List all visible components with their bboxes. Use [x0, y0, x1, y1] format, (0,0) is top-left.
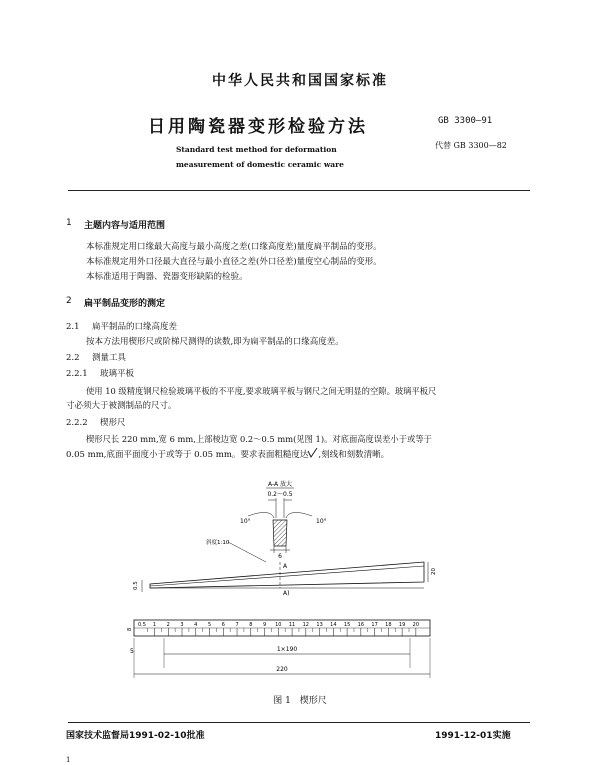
document-title: 日用陶瓷器变形检验方法: [148, 117, 368, 137]
section-2-2-title: 测量工具: [92, 353, 127, 363]
section-1-number: 1: [66, 218, 72, 228]
para-2-1: 按本方法用楔形尺或阶梯尺测得的读数,即为扁平制品的口缘高度差。: [86, 337, 344, 347]
section-2-title: 扁平制品变形的测定: [84, 299, 166, 309]
hatched-section: [273, 520, 287, 546]
scale-number: 6: [221, 622, 225, 628]
footer-divider: [68, 722, 530, 723]
dimension-220-label: 220: [276, 666, 288, 673]
standard-code: GB 3300—91: [438, 116, 493, 126]
dimension-side-label: 8: [127, 627, 133, 631]
national-standard-heading: 中华人民共和国国家标准: [212, 73, 388, 89]
scale-number: 5: [207, 622, 212, 628]
angle-left-label: 10°: [240, 518, 251, 525]
section-2-2-1-title: 玻璃平板: [100, 369, 135, 379]
scale-number: 4: [194, 622, 198, 628]
page-number: 1: [66, 756, 71, 764]
slope-label: 斜度1:10: [206, 540, 230, 546]
height-right-label: 20: [431, 568, 437, 575]
section-marker-top: A: [283, 563, 288, 570]
section-2-1-title: 扁平制品的口缘高度差: [92, 322, 178, 332]
para-2-2-2-b-text: 0.05 mm,底面平面度小于或等于 0.05 mm。要求表面粗糙度达: [66, 450, 309, 460]
scale-start-label: 0.5: [138, 622, 146, 628]
replaces-note: 代替 GB 3300—82: [435, 141, 507, 150]
implementation-note: 1991-12-01实施: [435, 731, 511, 741]
figure-caption: 图 1 楔形尺: [273, 696, 327, 706]
section-2-2-number: 2.2: [66, 353, 80, 363]
scale-number: 16: [357, 622, 365, 628]
scale-number: 19: [398, 622, 406, 628]
english-subtitle-2: measurement of domestic ceramic ware: [176, 160, 344, 169]
height-left-label: 0.5: [133, 581, 139, 590]
section-marker-bottom: A): [283, 590, 290, 597]
scale-number: 12: [302, 622, 310, 628]
section-label: A-A 放大: [267, 481, 293, 488]
roughness-symbol: [308, 448, 318, 457]
wedge-ruler-figure: [120, 478, 440, 688]
section-2-2-2-title: 楔形尺: [100, 418, 126, 428]
section-2-1-number: 2.1: [66, 322, 80, 332]
scale-number: 9: [262, 622, 267, 628]
section-2-2-2-number: 2.2.2: [66, 418, 88, 428]
dimension-190-label: 1×190: [276, 646, 298, 653]
width-label: 6: [278, 553, 282, 560]
dimension-left-label: 5: [130, 648, 134, 655]
scale-number: 18: [385, 622, 392, 628]
scale-number: 7: [235, 622, 239, 628]
scale-number: 10: [275, 622, 282, 628]
scale-number: 17: [371, 622, 378, 628]
scale-number: 1: [152, 622, 157, 628]
scale-ticks: [148, 628, 416, 636]
scale-number: 2: [166, 622, 170, 628]
scale-number: 15: [343, 622, 351, 628]
para-2-2-1-b: 寸必须大于被测制品的尺寸。: [66, 401, 177, 411]
section-2-2-1-number: 2.2.1: [66, 369, 88, 379]
para-2-2-2-b: [66, 448, 389, 462]
para-1-2: 本标准规定用外口径最大直径与最小直径之差(外口径差)量度空心制品的变形。: [86, 257, 382, 267]
approval-note: 国家技术监督局1991-02-10批准: [66, 731, 205, 741]
edge-width-label: 0.2～0.5: [267, 491, 293, 498]
para-1-3: 本标准适用于陶器、瓷器变形缺陷的检验。: [86, 272, 248, 282]
scale-number: 8: [249, 622, 253, 628]
section-1-title: 主题内容与适用范围: [84, 221, 166, 231]
para-2-2-2-a: 楔形尺长 220 mm,宽 6 mm,上部棱边宽 0.2～0.5 mm(见图 1)。对底面高度误差小于或等于: [86, 434, 432, 444]
para-2-2-2-c-text: ,刻线和刻数清晰。: [318, 450, 390, 460]
scale-number: 3: [180, 622, 184, 628]
english-subtitle-1: Standard test method for deformation: [176, 145, 337, 154]
section-2-number: 2: [66, 296, 72, 306]
angle-right-label: 10°: [316, 518, 327, 525]
para-2-2-1-a: 使用 10 级精度钢尺检验玻璃平板的不平度,要求玻璃平板与钢尺之间无明显的空隙。玻璃平板尺: [86, 386, 437, 396]
para-1-1: 本标准规定用口缘最大高度与最小高度之差(口缘高度差)量度扁平制品的变形。: [86, 242, 382, 252]
scale-number: 20: [412, 622, 420, 628]
scale-numbers: [138, 622, 419, 628]
scale-number: 13: [316, 622, 323, 628]
header-divider: [68, 190, 530, 191]
scale-number: 14: [330, 622, 337, 628]
scale-number: 11: [288, 622, 296, 628]
